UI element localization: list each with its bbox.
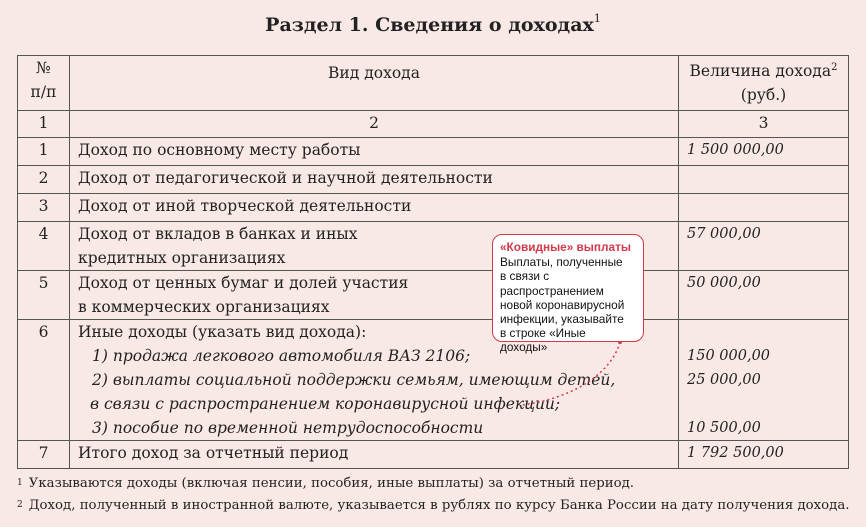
callout-line: Выплаты, полученные: [500, 255, 623, 270]
section-title: [0, 14, 866, 36]
row-num: 5: [18, 271, 70, 320]
table-row: [18, 166, 849, 194]
table-row: [18, 222, 849, 271]
table-row: [18, 194, 849, 222]
header-value-mark: 2: [831, 62, 838, 73]
row-num: 1: [18, 138, 70, 166]
row-kind-line2: кредитных организациях: [78, 249, 286, 267]
header-num: [18, 56, 70, 111]
header-kind: Вид дохода: [70, 56, 679, 111]
row-num: 3: [18, 194, 70, 222]
other-income-value: 25 000,00: [687, 372, 761, 388]
header-value: [679, 56, 849, 111]
footnote-1: [17, 475, 634, 492]
other-income-value: 10 500,00: [687, 420, 761, 436]
other-income-item: 1) продажа легкового автомобиля ВАЗ 2106;: [92, 347, 471, 365]
callout-line: в связи с распространением: [500, 269, 604, 298]
row-value: [679, 166, 849, 194]
header-num-line2: п/п: [30, 83, 57, 101]
row-kind-line1: Доход от ценных бумаг и долей участия: [78, 274, 409, 292]
row-value: 1 792 500,00: [679, 441, 849, 469]
callout-line: в строке «Иные доходы»: [500, 326, 586, 355]
row-num: 4: [18, 222, 70, 271]
table-row: [18, 138, 849, 166]
income-table: [17, 55, 849, 469]
row-num: 7: [18, 441, 70, 469]
footnote-mark: 2: [17, 500, 23, 510]
table-row: [18, 441, 849, 469]
row-value: 50 000,00: [679, 271, 849, 320]
table-row: [18, 320, 849, 441]
title-footnote-mark: 1: [593, 12, 601, 25]
other-income-value: [687, 392, 840, 416]
other-income-item: 2) выплаты социальной поддержки семьям, имеющим детей,: [92, 371, 616, 389]
footnote-text: Доход, полученный в иностранной валюте, указывается в рублях по курсу Банка России на дату получения дохода.: [28, 498, 850, 513]
other-income-item: 3) пособие по временной нетрудоспособности: [92, 419, 484, 437]
index-row: [18, 111, 849, 138]
header-value-line2: (руб.): [740, 86, 787, 105]
row-value: [679, 320, 849, 441]
other-income-item: в связи с распространением коронавирусной инфекции;: [90, 395, 561, 413]
table-row: [18, 271, 849, 320]
covid-callout: [492, 234, 644, 355]
other-income-value: 150 000,00: [687, 348, 771, 364]
header-row: [18, 56, 849, 111]
row-kind-line2: в коммерческих организациях: [78, 298, 330, 316]
footnote-text: Указываются доходы (включая пенсии, пособия, иные выплаты) за отчетный период.: [28, 476, 635, 491]
row-value: 1 500 000,00: [679, 138, 849, 166]
row-value: [679, 194, 849, 222]
row-kind: Доход по основному месту работы: [70, 138, 679, 166]
row-kind: Доход от педагогической и научной деятельности: [70, 166, 679, 194]
index-col-2: 2: [70, 111, 679, 138]
index-col-3: 3: [679, 111, 849, 138]
row-num: 2: [18, 166, 70, 194]
callout-line: инфекции, указывайте: [500, 312, 624, 327]
row-kind: Итого доход за отчетный период: [70, 441, 679, 469]
row-value: 57 000,00: [679, 222, 849, 271]
header-value-line1: Величина дохода: [689, 62, 832, 81]
row-kind-heading: Иные доходы (указать вид дохода):: [78, 323, 367, 341]
footnote-2: [17, 497, 850, 514]
footnote-mark: 1: [17, 478, 23, 488]
row-kind-line1: Доход от вкладов в банках и иных: [78, 225, 358, 243]
callout-title: «Ковидные» выплаты: [500, 240, 631, 254]
row-kind: Доход от иной творческой деятельности: [70, 194, 679, 222]
callout-line: новой коронавирусной: [500, 297, 625, 312]
section-title-text: Раздел 1. Сведения о доходах: [265, 14, 594, 36]
header-num-line1: №: [36, 59, 51, 77]
row-num: 6: [18, 320, 70, 441]
index-col-1: 1: [18, 111, 70, 138]
